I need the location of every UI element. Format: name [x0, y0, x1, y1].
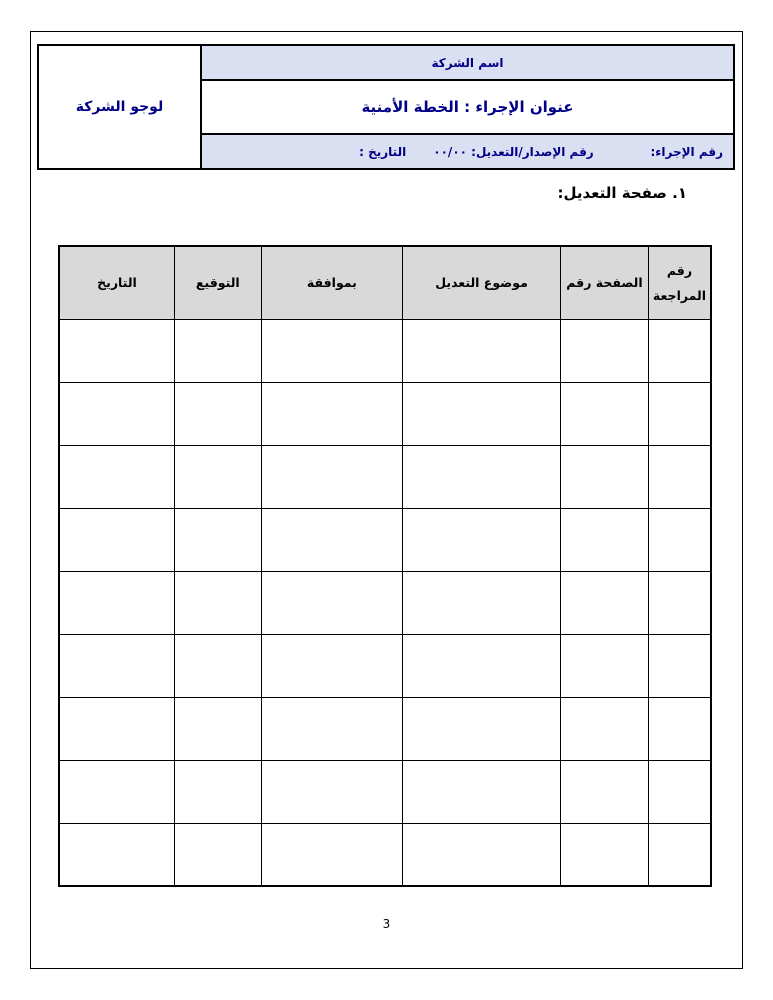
table-cell [59, 823, 174, 886]
table-cell [261, 760, 402, 823]
table-cell [403, 445, 561, 508]
company-logo-text: لوجو الشركة [75, 99, 164, 115]
table-cell [648, 760, 711, 823]
table-cell [59, 319, 174, 382]
table-cell [560, 760, 648, 823]
table-cell [59, 571, 174, 634]
table-cell [174, 634, 261, 697]
table-cell [560, 508, 648, 571]
table-cell [560, 697, 648, 760]
table-row [59, 445, 711, 508]
table-row [59, 382, 711, 445]
modification-table [58, 245, 712, 887]
table-cell [648, 571, 711, 634]
table-cell [174, 445, 261, 508]
table-cell [59, 445, 174, 508]
document-header-table [37, 44, 735, 170]
date-label: التاريخ : [359, 144, 407, 159]
table-cell [648, 319, 711, 382]
header-modification-subject: موضوع التعديل [403, 246, 561, 319]
table-row [59, 508, 711, 571]
table-cell [174, 760, 261, 823]
table-cell [560, 445, 648, 508]
table-row [59, 760, 711, 823]
header-approval: بموافقة [261, 246, 402, 319]
table-cell [560, 319, 648, 382]
table-cell [174, 319, 261, 382]
table-row [59, 319, 711, 382]
table-cell [59, 760, 174, 823]
procedure-number-label: رقم الإجراء: [650, 144, 723, 159]
procedure-title-text: عنوان الإجراء : الخطة الأمنية [361, 98, 574, 116]
table-cell [261, 634, 402, 697]
procedure-title-cell [202, 81, 733, 135]
header-signature: التوقيع [174, 246, 261, 319]
table-cell [403, 697, 561, 760]
table-cell [560, 634, 648, 697]
table-cell [403, 760, 561, 823]
table-cell [403, 382, 561, 445]
company-name-text: اسم الشركة [431, 55, 504, 70]
table-cell [648, 697, 711, 760]
table-cell [648, 508, 711, 571]
table-cell [174, 697, 261, 760]
table-cell [648, 823, 711, 886]
header-page-number: الصفحة رقم [560, 246, 648, 319]
table-cell [560, 382, 648, 445]
table-row [59, 634, 711, 697]
table-cell [403, 508, 561, 571]
header-date: التاريخ [59, 246, 174, 319]
table-cell [59, 634, 174, 697]
table-cell [403, 634, 561, 697]
table-cell [174, 571, 261, 634]
table-cell [261, 382, 402, 445]
header-revision-number: رقم المراجعة [648, 246, 711, 319]
table-cell [560, 571, 648, 634]
table-cell [59, 382, 174, 445]
table-cell [403, 319, 561, 382]
table-cell [648, 634, 711, 697]
table-cell [403, 823, 561, 886]
table-cell [261, 571, 402, 634]
table-cell [261, 508, 402, 571]
table-header-row [59, 246, 711, 319]
table-cell [261, 823, 402, 886]
table-cell [261, 445, 402, 508]
table-cell [261, 319, 402, 382]
company-logo-cell [39, 46, 202, 168]
table-row [59, 571, 711, 634]
table-cell [403, 571, 561, 634]
table-cell [648, 445, 711, 508]
page-number: 3 [382, 917, 391, 931]
table-cell [174, 382, 261, 445]
table-cell [174, 508, 261, 571]
table-cell [59, 508, 174, 571]
modification-table-body [59, 319, 711, 886]
table-cell [261, 697, 402, 760]
header-right-section [202, 46, 733, 168]
table-cell [174, 823, 261, 886]
table-cell [560, 823, 648, 886]
company-name-cell [202, 46, 733, 81]
table-row [59, 823, 711, 886]
issue-number-label: رقم الإصدار/التعديل: ٠٠/٠٠ [433, 144, 594, 159]
table-cell [59, 697, 174, 760]
procedure-meta-row [202, 135, 733, 168]
table-row [59, 697, 711, 760]
table-cell [648, 382, 711, 445]
section-heading: ١. صفحة التعديل: [557, 184, 687, 202]
modification-table-header [59, 246, 711, 319]
